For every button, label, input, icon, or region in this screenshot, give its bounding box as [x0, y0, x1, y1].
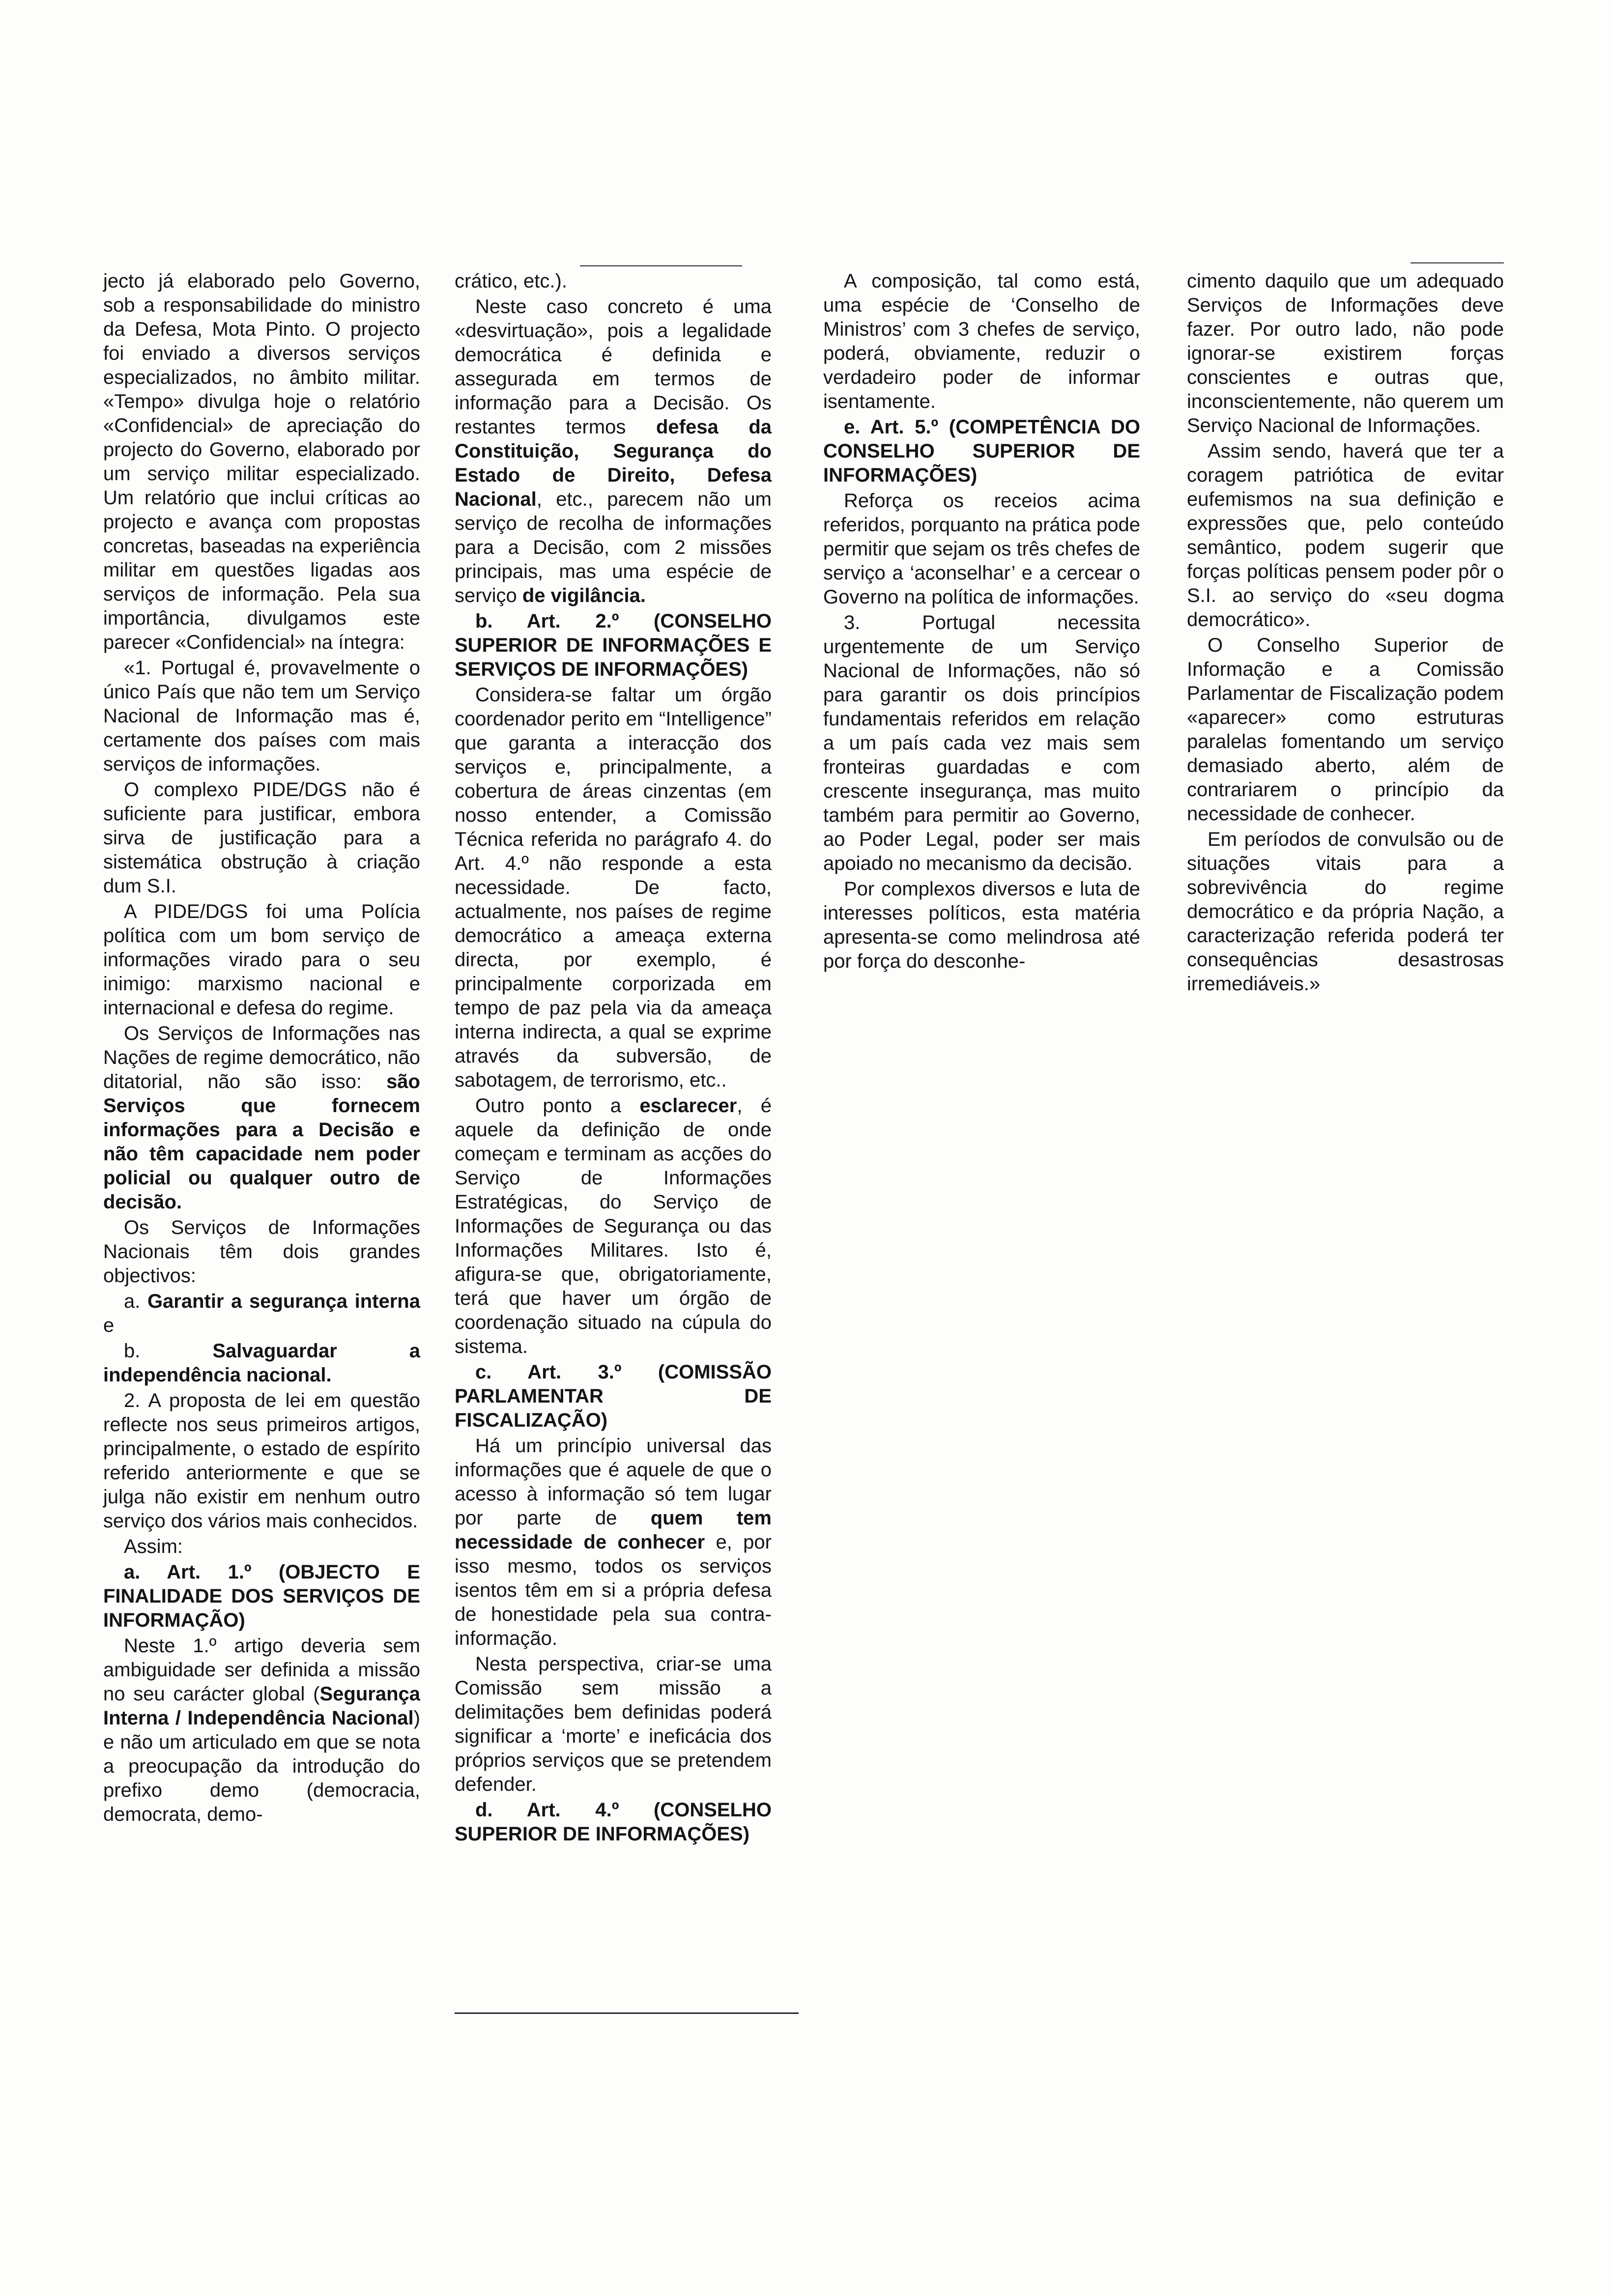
paragraph [103, 1290, 420, 1338]
text: Há um princípio universal das informações que é aquele de que o acesso à informação só tem lugar por parte de [455, 1435, 772, 1529]
bold-text: esclarecer [639, 1095, 737, 1117]
paragraph [455, 609, 772, 682]
text: O complexo PIDE/DGS não é suficiente para justificar, embora sirva de justificação para a sistemática obstrução à criação dum S.I. [103, 779, 420, 897]
bold-text: quem tem necessidade de conhecer [455, 1507, 772, 1553]
paragraph [455, 1652, 772, 1797]
paragraph [455, 1360, 772, 1433]
paragraph [103, 1389, 420, 1533]
column-2 [455, 269, 772, 1848]
bold-text: Segurança Interna / Independência Nacional [103, 1683, 420, 1729]
text: jecto já elaborado pelo Governo, sob a responsabilidade do ministro da Defesa, Mota Pinto. O projecto foi enviado a diversos serviços especializados, no âmbito militar. «Tempo» divulga hoje o relatório «Confidencial» de apreciação do projecto do Governo, elaborado por um serviço militar especializado. Um relatório que inclui críticas ao projecto e avança com propostas concretas, baseadas na experiência militar em questões ligadas aos serviços de informação. Pela sua importância, divulgamos este parecer «Confidencial» na íntegra: [103, 270, 420, 653]
column-4-top-rule [1410, 262, 1504, 263]
column-3 [823, 269, 1140, 975]
text: Neste caso concreto é uma «desvirtuação», pois a legalidade democrática é definida e assegurada em termos de informação para a Decisão. Os restantes termos [455, 296, 772, 438]
bold-text: defesa da Constituição, Segurança do Estado de Direito, Defesa Nacional [455, 416, 772, 510]
text: Em períodos de convulsão ou de situações vitais para a sobrevivência do regime democrático e da própria Nação, a caracterização referida poderá ter consequências desastrosas irremediáveis.» [1187, 829, 1504, 995]
column-2-top-rule [580, 265, 742, 266]
bold-text: d. Art. 4.º (CONSELHO SUPERIOR DE INFORMAÇÕES) [455, 1799, 772, 1845]
paragraph [823, 611, 1140, 876]
column-4 [1187, 269, 1504, 998]
paragraph [103, 778, 420, 898]
text: , é aquele da definição de onde começam e terminam as acções do Serviço de Informações Estratégicas, do Serviço de Informações de Segurança ou das Informações Militares. Isto é, afigura-se que, obrigatoriamente, terá que haver um órgão de coordenação situado na cúpula do sistema. [455, 1095, 772, 1357]
column-2-bottom-rule [455, 2012, 799, 2014]
paragraph [103, 1634, 420, 1827]
text: A PIDE/DGS foi uma Polícia política com um bom serviço de informações virado para o seu inimigo: marxismo nacional e internacional e defesa do regime. [103, 901, 420, 1019]
paragraph [103, 900, 420, 1020]
paragraph [455, 295, 772, 608]
text: cimento daquilo que um adequado Serviços de Informações deve fazer. Por outro lado, não pode ignorar-se existirem forças conscientes e outras que, inconscientemente, não querem um Serviço Nacional de Informações. [1187, 270, 1504, 436]
text: crático, etc.). [455, 270, 567, 292]
paragraph [103, 1022, 420, 1214]
paragraph [455, 683, 772, 1092]
text: Outro ponto a [475, 1095, 640, 1117]
paragraph [823, 877, 1140, 974]
paragraph [1187, 828, 1504, 996]
text: Reforça os receios acima referidos, porquanto na prática pode permitir que sejam os três chefes de serviço a ‘aconselhar’ e a cercear o Governo na política de informações. [823, 490, 1140, 608]
paragraph [103, 1339, 420, 1387]
bold-text: c. Art. 3.º (COMISSÃO PARLAMENTAR DE FISCALIZAÇÃO) [455, 1361, 772, 1431]
text: e [103, 1315, 115, 1336]
bold-text: Garantir a segurança interna [147, 1291, 420, 1312]
paragraph [1187, 633, 1504, 826]
paragraph [103, 1216, 420, 1288]
text: Nesta perspectiva, criar-se uma Comissão sem missão a delimitações bem definidas poderá significar a ‘morte’ e ineficácia dos próprios serviços que se pretendem defender. [455, 1653, 772, 1795]
text: ) e não um articulado em que se nota a preocupação da introdução do prefixo demo (democracia, democrata, demo- [103, 1707, 420, 1825]
bold-text: Salvaguardar a independência nacional. [103, 1340, 420, 1386]
paragraph [103, 269, 420, 655]
paragraph [455, 1094, 772, 1359]
text: Neste 1.º artigo deveria sem ambiguidade ser definida a missão no seu carácter global ( [103, 1635, 420, 1705]
text: O Conselho Superior de Informação e a Comissão Parlamentar de Fiscalização podem «aparecer» como estruturas paralelas fomentando um serviço demasiado aberto, além de contrariarem o princípio da necessidade de conhecer. [1187, 634, 1504, 825]
paragraph [455, 269, 772, 293]
text: Por complexos diversos e luta de interesses políticos, esta matéria apresenta-se como melindrosa até por força do desconhe- [823, 878, 1140, 972]
text: b. [124, 1340, 213, 1362]
paragraph [1187, 269, 1504, 438]
paragraph [103, 1560, 420, 1633]
paragraph [455, 1798, 772, 1846]
paragraph [823, 269, 1140, 414]
text: Assim sendo, haverá que ter a coragem patriótica de evitar eufemismos na sua definição e expressões que, pelo conteúdo semântico, podem sugerir que forças políticas pensem poder pôr o S.I. ao serviço do «seu dogma democrático». [1187, 440, 1504, 631]
text: Os Serviços de Informações nas Nações de regime democrático, não ditatorial, não são isso: [103, 1023, 420, 1092]
text: «1. Portugal é, provavelmente o único País que não tem um Serviço Nacional de Informação mas é, certamente dos países com mais serviços de informações. [103, 657, 420, 775]
bold-text: de vigilância. [522, 585, 646, 606]
text: 3. Portugal necessita urgentemente de um Serviço Nacional de Informações, não só para garantir os dois princípios fundamentais referidos em relação a um país cada vez mais sem fronteiras guardadas e com crescente insegurança, mas muito também para permitir ao Governo, ao Poder Legal, poder ser mais apoiado no mecanismo da decisão. [823, 612, 1140, 874]
paragraph [103, 1535, 420, 1559]
paragraph [103, 656, 420, 776]
text: Assim: [124, 1536, 183, 1557]
text: Os Serviços de Informações Nacionais têm dois grandes objectivos: [103, 1217, 420, 1287]
bold-text: b. Art. 2.º (CONSELHO SUPERIOR DE INFORMAÇÕES E SERVIÇOS DE INFORMAÇÕES) [455, 610, 772, 680]
bold-text: a. Art. 1.º (OBJECTO E FINALIDADE DOS SERVIÇOS DE INFORMAÇÃO) [103, 1561, 420, 1631]
bold-text: e. Art. 5.º (COMPETÊNCIA DO CONSELHO SUPERIOR DE INFORMAÇÕES) [823, 416, 1140, 486]
column-1 [103, 269, 420, 1828]
text: a. [124, 1291, 147, 1312]
text: Considera-se faltar um órgão coordenador perito em “Intelligence” que garanta a interacção dos serviços e, principalmente, a cobertura de áreas cinzentas (em nosso entender, a Comissão Técnica referida no parágrafo 4. do Art. 4.º não responde a esta necessidade. De facto, actualmente, nos países de regime democrático a ameaça externa directa, por exemplo, é principalmente corporizada em tempo de paz pela via da ameaça interna indirecta, a qual se exprime através da subversão, de sabotagem, de terrorismo, etc.. [455, 684, 772, 1091]
paragraph [455, 1434, 772, 1651]
paragraph [1187, 439, 1504, 632]
text: , etc., parecem não um serviço de recolha de informações para a Decisão, com 2 missões principais, mas uma espécie de serviço [455, 488, 772, 606]
text: e, por isso mesmo, todos os serviços isentos têm em si a própria defesa de honestidade pela sua contra-informação. [455, 1531, 772, 1649]
paragraph [823, 415, 1140, 488]
text: A composição, tal como está, uma espécie de ‘Conselho de Ministros’ com 3 chefes de serviço, poderá, obviamente, reduzir o verdadeiro poder de informar isentamente. [823, 270, 1140, 412]
bold-text: são Serviços que fornecem informações para a Decisão e não têm capacidade nem poder policial ou qualquer outro de decisão. [103, 1071, 420, 1213]
paragraph [823, 489, 1140, 609]
text: 2. A proposta de lei em questão reflecte nos seus primeiros artigos, principalmente, o estado de espírito referido anteriormente e que se julga não existir em nenhum outro serviço dos vários mais conhecidos. [103, 1390, 420, 1532]
